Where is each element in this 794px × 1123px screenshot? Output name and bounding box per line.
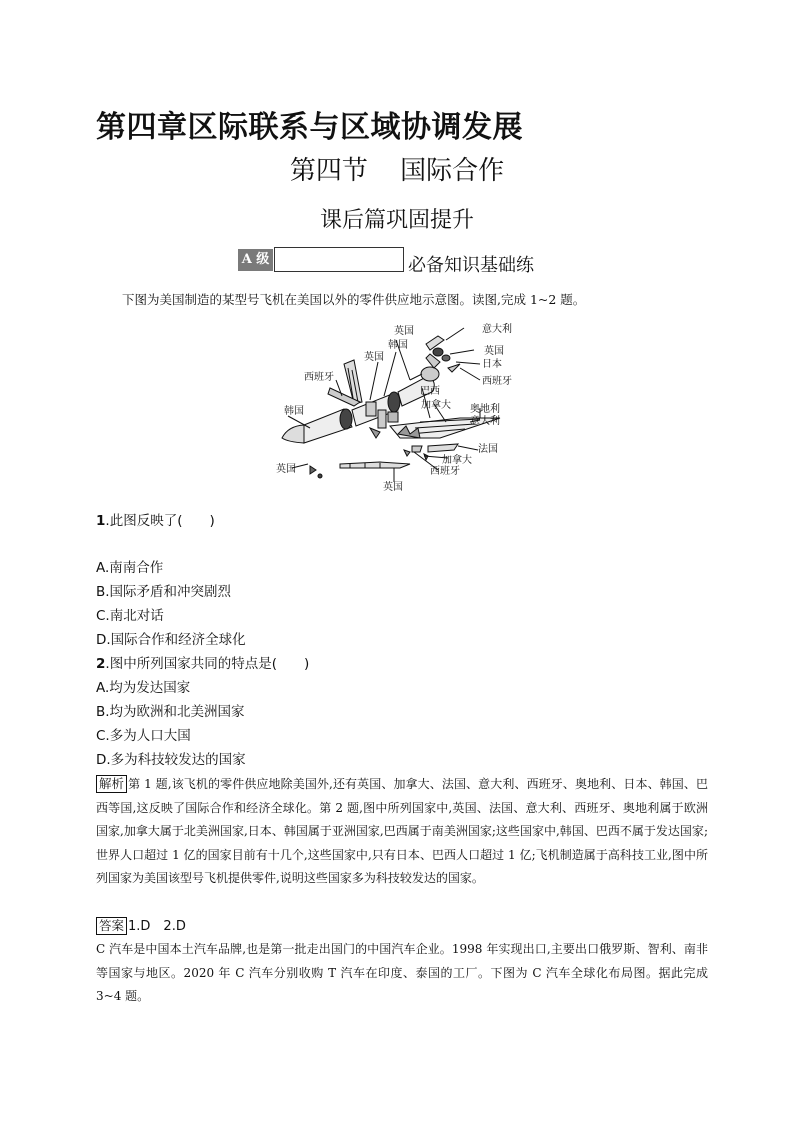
label-brazil: 巴西 xyxy=(420,386,440,397)
label-italy-mid: 意大利 xyxy=(470,416,500,427)
question-2-option-c: C.多为人口大国 xyxy=(96,728,191,744)
label-france: 法国 xyxy=(478,444,498,455)
label-korea-top: 韩国 xyxy=(388,340,408,351)
question-1-option-c: C.南北对话 xyxy=(96,608,164,624)
answer-text: 1.D 2.D xyxy=(128,919,186,934)
analysis-block xyxy=(96,773,708,891)
answer-block xyxy=(96,915,186,935)
question-2-option-d: D.多为科技较发达的国家 xyxy=(96,752,246,768)
label-uk-top: 英国 xyxy=(394,326,414,337)
label-spain-right: 西班牙 xyxy=(482,376,512,387)
figure-intro: 下图为美国制造的某型号飞机在美国以外的零件供应地示意图。读图,完成 1~2 题。 xyxy=(122,292,586,307)
question-1-option-b: B.国际矛盾和冲突剧烈 xyxy=(96,584,232,600)
analysis-text: 第 1 题,该飞机的零件供应地除美国外,还有英国、加拿大、法国、意大利、西班牙、奥地利、日本、韩国、巴西等国,这反映了国际合作和经济全球化。第 2 题,图中所列国家中,英国、法国、意大利、西班牙、奥地利属于欧洲国家,加拿大属于北美洲国家,日本、韩国属于亚洲国家,巴西属于南美洲国家;这些国家中,韩国、巴西不属于发达国家;世界人口超过 1 亿的国家目前有十几个,这些国家中,只有日本、巴西人口超过 1 亿;飞机制造属于高科技工业,图中所列国家为美国该型号飞机提供零件,说明这些国家多为科技较发达的国家。 xyxy=(96,777,708,886)
passage-3-4: C 汽车是中国本土汽车品牌,也是第一批走出国门的中国汽车企业。1998 年实现出口,主要出口俄罗斯、智利、南非等国家与地区。2020 年 C 汽车分别收购 T 汽车在印度、泰国的工厂。下图为 C 汽车全球化布局图。据此完成 3~4 题。 xyxy=(96,942,708,1004)
section-title xyxy=(0,150,794,187)
question-2-stem: 2.图中所列国家共同的特点是( ) xyxy=(96,656,310,672)
label-uk-left: 英国 xyxy=(276,464,296,475)
analysis-tag: 解析 xyxy=(96,775,127,793)
label-uk-bottom: 英国 xyxy=(383,482,403,493)
label-italy-top: 意大利 xyxy=(482,324,512,335)
label-canada-mid: 加拿大 xyxy=(421,400,451,411)
label-uk-mid: 英国 xyxy=(364,352,384,363)
chapter-title: 第四章区际联系与区域协调发展 xyxy=(96,110,523,145)
label-uk-right: 英国 xyxy=(484,346,504,357)
level-blank-box xyxy=(274,247,404,272)
level-heading xyxy=(238,247,568,275)
level-badge: A 级 xyxy=(238,249,273,271)
section-number: 第四节 xyxy=(289,156,368,186)
level-name: 必备知识基础练 xyxy=(408,255,534,276)
aircraft-parts-figure xyxy=(270,318,540,496)
label-austria: 奥地利 xyxy=(470,404,500,415)
label-korea-left: 韩国 xyxy=(284,406,304,417)
question-1-option-a: A.南南合作 xyxy=(96,560,164,576)
label-canada-low: 加拿大 xyxy=(442,455,472,466)
label-japan: 日本 xyxy=(482,359,502,370)
question-2-option-a: A.均为发达国家 xyxy=(96,680,191,696)
section-name: 国际合作 xyxy=(400,156,505,186)
label-spain-left: 西班牙 xyxy=(304,372,334,383)
question-2-option-b: B.均为欧洲和北美洲国家 xyxy=(96,704,245,720)
answer-tag: 答案 xyxy=(96,917,127,935)
aircraft-exploded-diagram xyxy=(270,318,540,496)
subtitle: 课后篇巩固提升 xyxy=(319,208,474,233)
question-1-option-d: D.国际合作和经济全球化 xyxy=(96,632,246,648)
label-spain-low: 西班牙 xyxy=(430,466,460,477)
question-1-stem: 1.此图反映了( ) xyxy=(96,513,215,529)
